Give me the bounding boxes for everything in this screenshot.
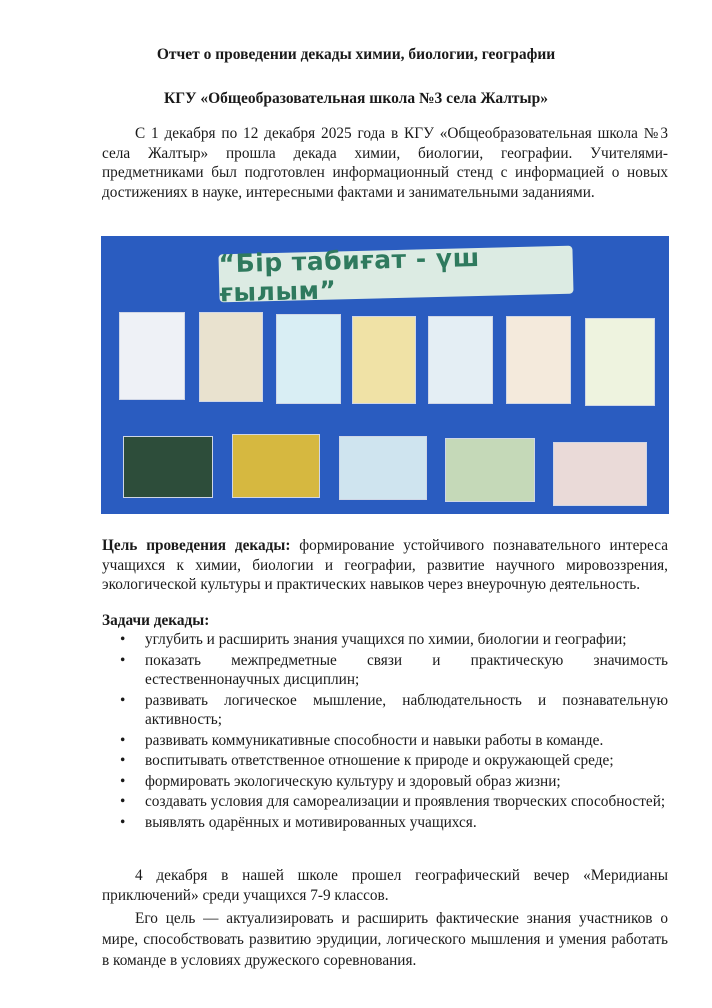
list-item: • формировать экологическую культуру и здоровый образ жизни; bbox=[120, 772, 668, 792]
poster bbox=[123, 436, 213, 498]
poster bbox=[339, 436, 427, 500]
poster bbox=[428, 316, 493, 404]
list-item: • развивать коммуникативные способности и навыки работы в команде. bbox=[120, 731, 668, 751]
poster bbox=[445, 438, 535, 502]
info-stand-photo bbox=[101, 236, 669, 514]
list-item: • создавать условия для самореализации и проявления творческих способностей; bbox=[120, 792, 668, 812]
poster bbox=[553, 442, 647, 506]
tasks-heading: Задачи декады: bbox=[102, 612, 210, 629]
poster bbox=[276, 314, 341, 404]
document-title: Отчет о проведении декады химии, биологии, географии bbox=[156, 46, 556, 63]
poster bbox=[232, 434, 320, 498]
poster bbox=[199, 312, 263, 402]
goal-label: Цель проведения декады: bbox=[102, 537, 300, 554]
poster bbox=[506, 316, 571, 404]
list-item: • углубить и расширить знания учащихся по химии, биологии и географии; bbox=[120, 630, 668, 650]
poster bbox=[352, 316, 416, 404]
tasks-list bbox=[120, 630, 668, 833]
list-item: • показать межпредметные связи и практическую значимость естественнонаучных дисциплин; bbox=[120, 651, 668, 690]
intro-paragraph: С 1 декабря по 12 декабря 2025 года в КГУ «Общеобразовательная школа №3 села Жалтыр» прошла декада химии, биологии, географии. Учителями-предметниками был подготовлен информационный стенд с информацией о новых достижениях в науке, интересными фактами и занимательными заданиями. bbox=[102, 125, 668, 201]
goal-paragraph bbox=[102, 536, 668, 595]
list-item: • выявлять одарённых и мотивированных учащихся. bbox=[120, 813, 668, 833]
poster bbox=[119, 312, 185, 400]
goal-text: формирование устойчивого познавательного интереса учащихся к химии, биологии и географии, развитие научного мировоззрения, экологической культуры и практических навыков через внеурочную деятельность. bbox=[102, 537, 668, 593]
evening-goal-paragraph: Его цель — актуализировать и расширить фактические знания участников о мире, способствовать развитию эрудиции, логического мышления и умения работать в команде в условиях дружеского соревнования. bbox=[102, 910, 668, 969]
evening-paragraph: 4 декабря в нашей школе прошел географический вечер «Меридианы приключений» среди учащихся 7-9 классов. bbox=[102, 867, 668, 904]
school-name: КГУ «Общеобразовательная школа №3 села Жалтыр» bbox=[163, 90, 549, 107]
poster bbox=[585, 318, 655, 406]
list-item: • развивать логическое мышление, наблюдательность и познавательную активность; bbox=[120, 691, 668, 730]
stand-banner: “Бір табиғат - үш ғылым” bbox=[218, 246, 573, 303]
list-item: • воспитывать ответственное отношение к природе и окружающей среде; bbox=[120, 751, 668, 771]
